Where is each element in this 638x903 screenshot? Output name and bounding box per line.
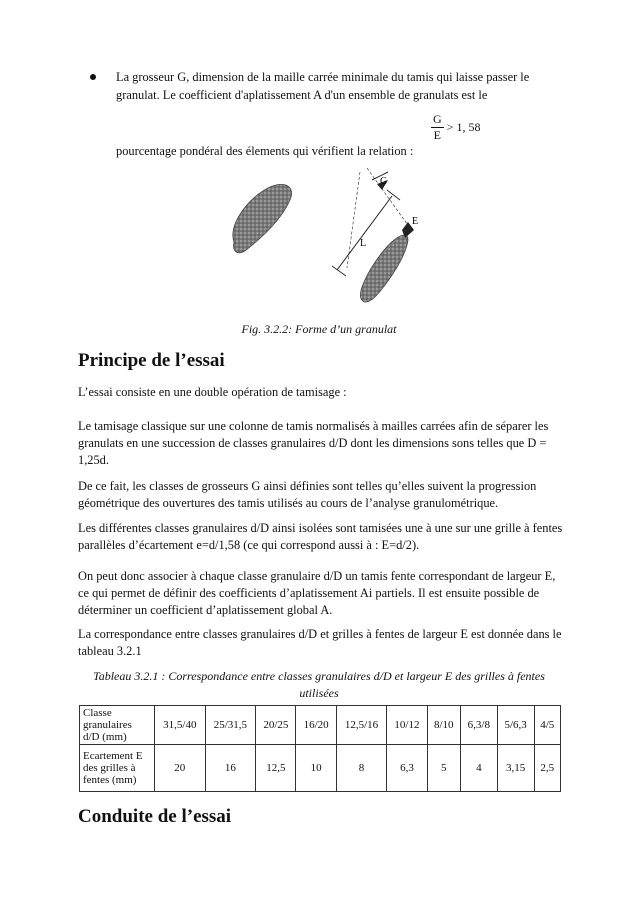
table-cell: 10/12: [387, 706, 427, 745]
paragraph-1: L’essai consiste en une double opération de tamisage :: [78, 385, 347, 399]
table-cell: 25/31,5: [205, 706, 256, 745]
table-cell: 5: [427, 745, 460, 792]
table-cell: 4/5: [534, 706, 560, 745]
table-cell: 4: [460, 745, 497, 792]
table-cell: 20/25: [256, 706, 296, 745]
bullet-line-1: La grosseur G, dimension de la maille carrée minimale du tamis qui laisse passer le: [116, 70, 530, 84]
table-cell: 3,15: [497, 745, 534, 792]
formula-fraction: [431, 112, 444, 143]
table-caption: Tableau 3.2.1 : Correspondance entre classes granulaires d/D et largeur E des grilles à fentes utilisées: [93, 669, 545, 700]
bullet-dot: [90, 74, 98, 82]
figure-caption: Fig. 3.2.2: Forme d’un granulat: [241, 322, 397, 336]
paragraph-5: On peut donc associer à chaque classe granulaire d/D un tamis fente correspondant de largeur E, ce qui permet de définir des coefficients d’aplatissement Ai partiels. Il est ensuite possible de déterminer un coefficient d’aplatissement global A.: [78, 569, 556, 617]
formula-relation: > 1, 58: [446, 120, 481, 134]
paragraph-6: La correspondance entre classes granulaires d/D et grilles à fentes de largeur E est donnée dans le tableau 3.2.1: [78, 627, 562, 658]
table-cell: 2,5: [534, 745, 560, 792]
table-cell: 8: [336, 745, 387, 792]
correspondence-table: [79, 705, 561, 792]
bullet-paragraph: [116, 68, 566, 104]
flatness-formula: [431, 112, 480, 143]
bullet-line-2: granulat. Le coefficient d'aplatissement A d'un ensemble de granulats est le: [116, 88, 488, 102]
table-row: [80, 706, 561, 745]
table-cell: 5/6,3: [497, 706, 534, 745]
table-cell: 31,5/40: [155, 706, 206, 745]
formula-denominator: E: [433, 128, 441, 142]
bullet-line-3: pourcentage pondéral des élements qui vérifient la relation :: [116, 144, 414, 158]
table-cell: 12,5/16: [336, 706, 387, 745]
table-cell: 12,5: [256, 745, 296, 792]
table-cell: 6,3/8: [460, 706, 497, 745]
paragraph-3: De ce fait, les classes de grosseurs G ainsi définies sont telles qu’elles suivent la progression géométrique des ouvertures des tamis utilisés au cours de l’analyse granulométrique.: [78, 479, 537, 510]
table-cell: 6,3: [387, 745, 427, 792]
heading-principe: Principe de l’essai: [78, 350, 225, 371]
label-g: G: [380, 176, 388, 187]
granulat-right-shape: [360, 235, 408, 302]
formula-numerator: G: [433, 112, 442, 126]
table-row-header: Classe granulaires d/D (mm): [80, 706, 155, 745]
label-e: E: [412, 216, 419, 227]
heading-conduite: Conduite de l’essai: [78, 806, 232, 827]
paragraph-2: Le tamisage classique sur une colonne de tamis normalisés à mailles carrées afin de séparer les granulats en une succession de classes granulaires d/D dont les dimensions sons telles que D = 1,25d.: [78, 419, 549, 467]
table-row-header: Ecartement E des grilles à fentes (mm): [80, 745, 155, 792]
granulat-figure: [212, 160, 452, 310]
paragraph-4: Les différentes classes granulaires d/D ainsi isolées sont tamisées une à une sur une grille à fentes parallèles d’écartement e=d/1,58 (ce qui correspond aussi à : E=d/2).: [78, 521, 563, 552]
table-cell: 16/20: [296, 706, 336, 745]
table-row: [80, 745, 561, 792]
table-cell: 8/10: [427, 706, 460, 745]
granulat-left-shape: [233, 184, 292, 252]
label-l: L: [360, 238, 367, 249]
table-cell: 16: [205, 745, 256, 792]
table-cell: 20: [155, 745, 206, 792]
table-cell: 10: [296, 745, 336, 792]
